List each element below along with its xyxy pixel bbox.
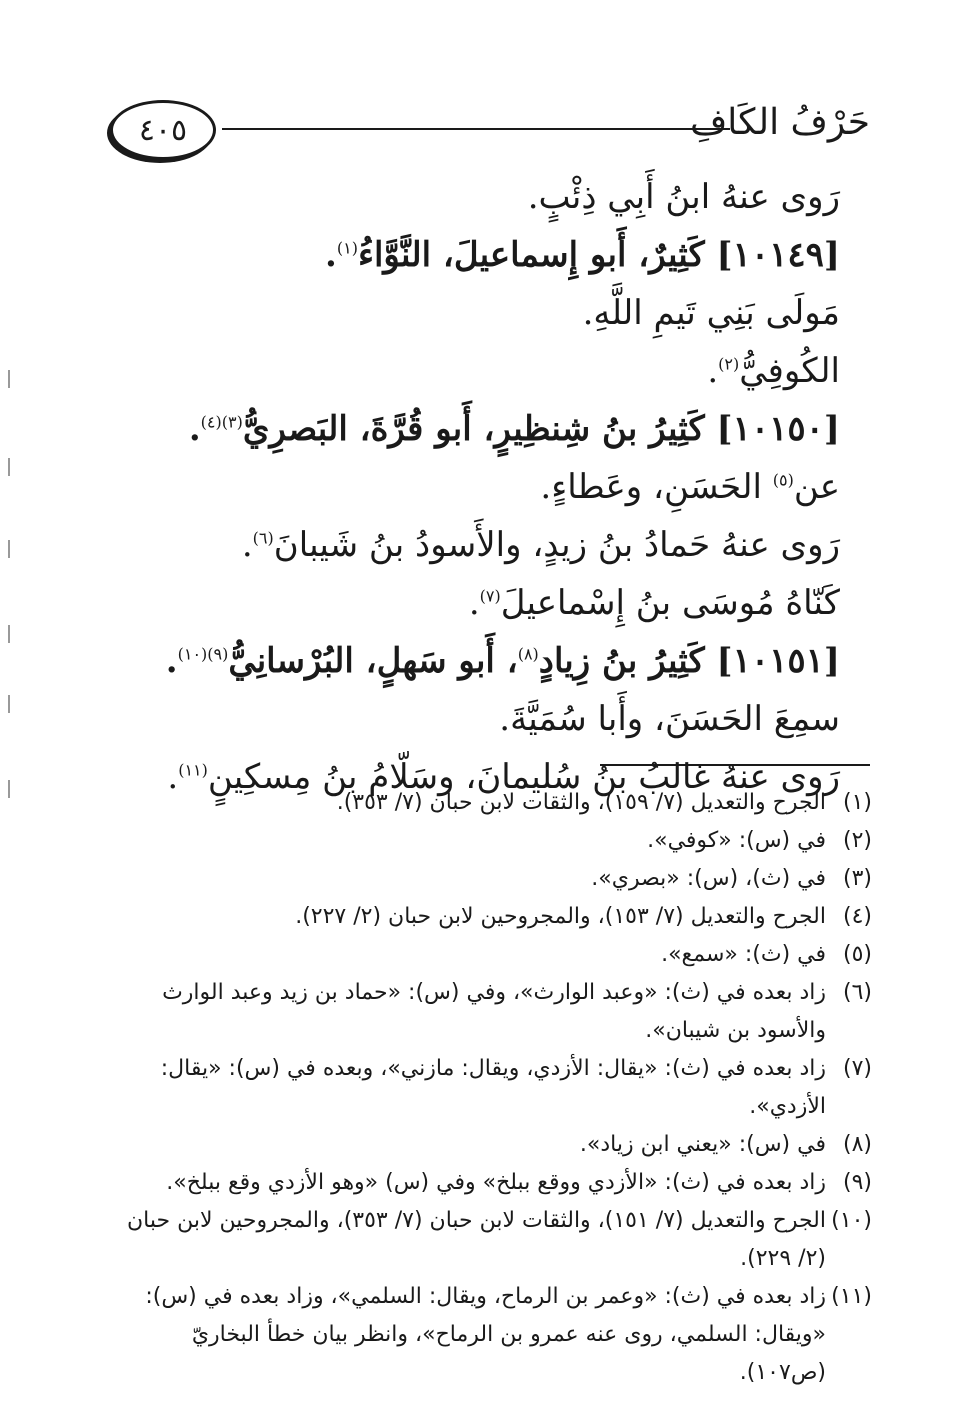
- footnote: [125, 1164, 872, 1202]
- footnote-ref[interactable]: (١١): [178, 760, 208, 780]
- line-text: رَوى عنهُ حَمادُ بنُ زيدٍ، والأَسودُ بنُ شَيبانَ: [273, 525, 840, 565]
- footnote: [125, 1278, 872, 1392]
- page-header: [110, 100, 870, 160]
- footnote-text: في (س): «كوفي».: [647, 828, 826, 853]
- text-line: [120, 690, 840, 748]
- text-line: [120, 574, 840, 632]
- biography-entry-heading: [120, 226, 840, 284]
- text-line: [120, 168, 840, 226]
- line-text: [١٠١٥٠] كَثِيرُ بنُ شِنظِيرٍ، أَبو قُرَّةَ، البَصرِيُّ: [242, 409, 840, 449]
- line-text: الكُوفِيُّ: [739, 351, 840, 391]
- footnote: [125, 936, 872, 974]
- footnote-text: زاد بعده في (ث): «وعمر بن الرماح، ويقال: السلمي»، وزاد بعده في (س): «ويقال: السلمي، روى عنه عمرو بن الرماح»، وانظر بيان خطأ البخاريّ (ص١٠٧).: [145, 1284, 826, 1385]
- footnote-text: زاد بعده في (ث): «الأزدي ووقع ببلخ» وفي (س) «وهو الأزدي وقع ببلخ».: [166, 1170, 826, 1195]
- line-end: .: [707, 351, 719, 391]
- footnote-ref[interactable]: (١): [336, 238, 358, 258]
- line-end: الحَسَنِ، وعَطاءٍ.: [540, 467, 773, 507]
- scan-margin-mark: [8, 695, 10, 713]
- line-end: .: [325, 235, 337, 275]
- footnote-text: زاد بعده في (ث): «وعبد الوارث»، وفي (س): «حماد بن زيد وعبد الوارث والأسود بن شيبان».: [162, 980, 826, 1043]
- footnote-text: في (س): «يعني ابن زياد».: [579, 1132, 826, 1157]
- footnote-ref[interactable]: (٧): [479, 586, 501, 606]
- footnote: [125, 1202, 872, 1278]
- footnote-text: زاد بعده في (ث): «يقال: الأزدي، ويقال: مازني»، وبعده في (س): «يقال: الأزدي».: [160, 1056, 826, 1119]
- footnote: [125, 860, 872, 898]
- main-text: [120, 168, 840, 806]
- scan-margin-mark: [8, 370, 10, 388]
- footnote-number: (٩): [842, 1170, 872, 1195]
- text-line: [120, 284, 840, 342]
- footnote-text: الجرح والتعديل (٧/ ١٥١)، والثقات لابن حبان (٧/ ٣٥٣)، والمجروحين لابن حبان (٢/ ٢٢٩).: [127, 1208, 826, 1271]
- footnote: [125, 822, 872, 860]
- footnote-number: (٨): [842, 1132, 872, 1157]
- text-line: [120, 516, 840, 574]
- footnote-ref[interactable]: (٦): [252, 528, 274, 548]
- footnote-number: (٢): [842, 828, 872, 853]
- footnote: [125, 784, 872, 822]
- footnote-text: في (ث): «سمع».: [661, 942, 826, 967]
- footnote-number: (٦): [842, 980, 872, 1005]
- footnote-number: (٤): [842, 904, 872, 929]
- footnote: [125, 898, 872, 936]
- scan-margin-mark: [8, 625, 10, 643]
- line-text: رَوى عنهُ غالبُ بنُ سُليمانَ، وسَلّامُ بنُ مِسكِينٍ: [207, 757, 840, 797]
- footnote-ref[interactable]: (٨): [517, 644, 539, 664]
- footnote-ref[interactable]: (٩)(١٠): [177, 644, 229, 664]
- line-text: [١٠١٥١] كَثِيرُ بنُ زِيادٍ: [538, 641, 840, 681]
- footnote-text: الجرح والتعديل (٧/ ١٥٩)، والثقات لابن حبان (٧/ ٣٥٣).: [336, 790, 826, 815]
- line-end: .: [167, 757, 179, 797]
- footnote-ref[interactable]: (٣)(٤): [200, 412, 243, 432]
- footnote-separator: [600, 764, 870, 766]
- line-end: .: [188, 409, 201, 449]
- footnote-number: (١): [842, 790, 872, 815]
- header-rule: [222, 128, 730, 130]
- biography-entry-heading: [120, 400, 840, 458]
- scan-margin-mark: [8, 780, 10, 798]
- footnote-text: في (ث)، (س): «بصري».: [591, 866, 826, 891]
- line-text: مَولَى بَنِي تَيمِ اللَّهِ.: [582, 293, 840, 333]
- footnote-number: (٣): [842, 866, 872, 891]
- line-text: عن: [793, 467, 840, 507]
- biography-entry-heading: [120, 632, 840, 690]
- text-line: [120, 342, 840, 400]
- line-end: .: [165, 641, 178, 681]
- line-text-continued: ، أَبو سَهلٍ، البُرْسانِيُّ: [228, 641, 518, 681]
- scan-margin-mark: [8, 458, 10, 476]
- scan-margin-mark: [8, 540, 10, 558]
- line-text: كَنّاهُ مُوسَى بنُ إِسْماعيلَ: [500, 583, 840, 623]
- line-end: .: [468, 583, 480, 623]
- footnote-text: الجرح والتعديل (٧/ ١٥٣)، والمجروحين لابن حبان (٢/ ٢٢٧).: [295, 904, 826, 929]
- chapter-title: حَرْفُ الكَافِ: [689, 102, 870, 143]
- footnote-ref[interactable]: (٥): [772, 470, 794, 490]
- line-text: [١٠١٤٩] كَثِيرٌ، أَبو إِسماعيلَ، النَّوَّاءُ: [357, 235, 840, 275]
- footnote: [125, 1126, 872, 1164]
- footnote-number: (٥): [842, 942, 872, 967]
- footnote-number: (٧): [842, 1056, 872, 1081]
- footnote: [125, 974, 872, 1050]
- line-end: .: [241, 525, 253, 565]
- text-line: [120, 458, 840, 516]
- page-number-badge: ٤٠٥: [110, 100, 216, 160]
- footnote-ref[interactable]: (٢): [718, 354, 740, 374]
- footnotes-section: [125, 784, 872, 1392]
- footnote: [125, 1050, 872, 1126]
- footnote-number: (١٠): [831, 1208, 872, 1233]
- line-text: رَوى عنهُ ابنُ أَبِي ذِئْبٍ.: [527, 177, 840, 217]
- line-text: سمِعَ الحَسَنَ، وأَبا سُمَيَّةَ.: [499, 699, 840, 739]
- footnote-number: (١١): [831, 1284, 872, 1309]
